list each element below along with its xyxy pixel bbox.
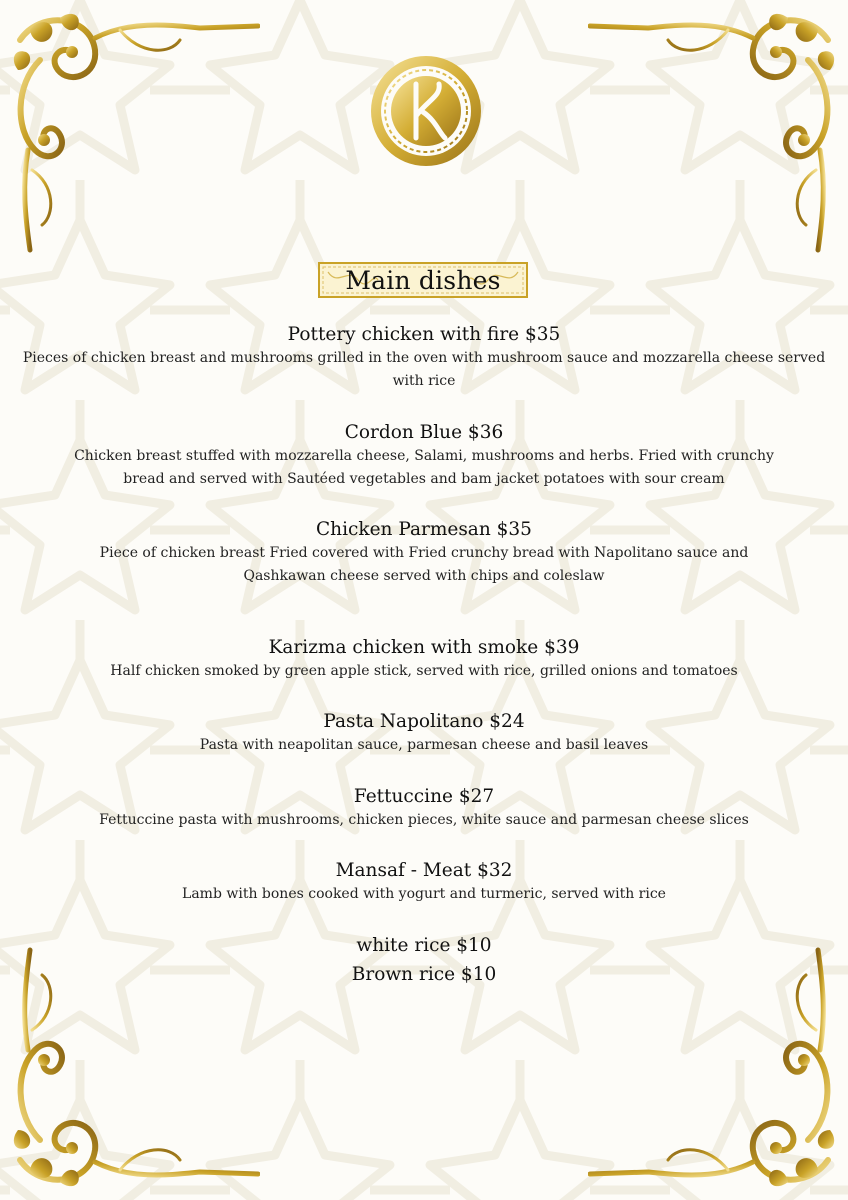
side-item: Brown rice $10 [351,964,497,985]
section-title-plaque [318,262,528,298]
menu-item-name: Fettuccine $27 [353,786,495,807]
side-items [0,931,848,989]
menu-item [0,323,848,393]
menu-item-description: Piece of chicken breast Fried covered with Fried crunchy bread with Napolitano sauce and Qashkawan cheese served with chips and coleslaw [99,545,749,584]
menu-item-description: Lamb with bones cooked with yogurt and turmeric, served with rice [182,886,666,902]
menu-item [0,421,848,491]
menu-item-name: Chicken Parmesan $35 [316,519,532,540]
menu-item [0,785,848,832]
menu-item-description: Half chicken smoked by green apple stick, served with rice, grilled onions and tomatoes [110,663,738,679]
menu-item-description: Pasta with neapolitan sauce, parmesan cheese and basil leaves [199,737,649,753]
kr-monogram-logo-icon [369,54,483,168]
menu-item-name: Pottery chicken with fire $35 [287,324,561,345]
menu-item [0,859,848,906]
menu-item [0,636,848,683]
menu-item-description: Chicken breast stuffed with mozzarella cheese, Salami, mushrooms and herbs. Fried with crunchy bread and served with Sautéed vegetables and bam jacket potatoes with sour cream [74,448,774,487]
menu-item [0,518,848,588]
menu-item-name: Karizma chicken with smoke $39 [268,637,580,658]
menu-item-name: Mansaf - Meat $32 [335,860,513,881]
menu-item-name: Pasta Napolitano $24 [323,711,525,732]
menu-item-description: Pieces of chicken breast and mushrooms grilled in the oven with mushroom sauce and mozzarella cheese served with rice [22,350,826,389]
menu-item-description: Fettuccine pasta with mushrooms, chicken pieces, white sauce and parmesan cheese slices [99,812,749,828]
page-title: Main dishes [345,265,501,295]
menu-item [0,710,848,757]
corner-ornament-top-left [0,0,260,260]
menu-item-name: Cordon Blue $36 [344,422,504,443]
side-item: white rice $10 [356,935,492,956]
corner-ornament-top-right [588,0,848,260]
